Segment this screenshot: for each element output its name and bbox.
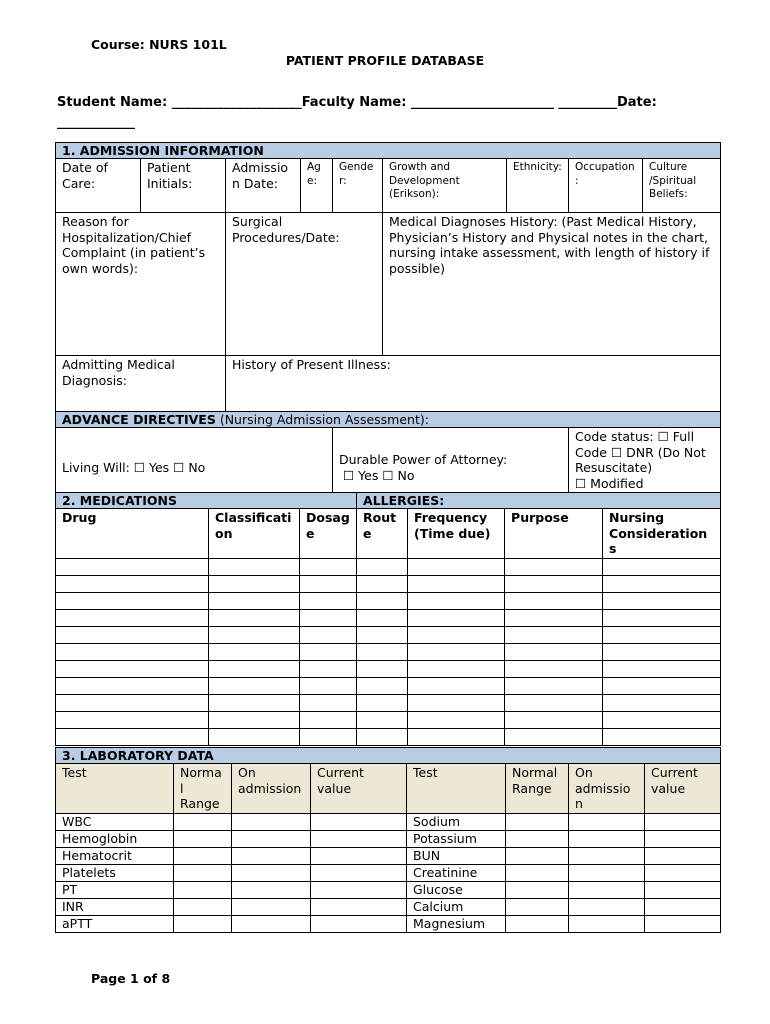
med-header-drug: Drug [56, 509, 209, 559]
lab-value-cell[interactable] [645, 830, 721, 847]
lab-value-cell[interactable] [506, 864, 569, 881]
lab-value-cell[interactable] [569, 830, 645, 847]
medication-cell[interactable] [603, 609, 721, 626]
lab-value-cell[interactable] [232, 830, 311, 847]
table-row [56, 813, 721, 830]
age-field[interactable]: Age: [301, 159, 333, 213]
table-row [56, 575, 721, 592]
medication-cell[interactable] [505, 660, 603, 677]
lab-value-cell[interactable] [506, 881, 569, 898]
table-row [56, 847, 721, 864]
medication-cell[interactable] [300, 677, 357, 694]
medication-cell[interactable] [357, 575, 408, 592]
lab-value-cell[interactable] [569, 898, 645, 915]
medication-cell[interactable] [505, 643, 603, 660]
medication-cell[interactable] [505, 592, 603, 609]
medication-cell[interactable] [56, 609, 209, 626]
medication-cell[interactable] [603, 677, 721, 694]
lab-value-cell[interactable] [569, 813, 645, 830]
lab-value-cell[interactable] [174, 864, 232, 881]
lab-header-normal-right: Normal Range [506, 764, 569, 814]
medication-cell[interactable] [603, 643, 721, 660]
medication-cell[interactable] [56, 592, 209, 609]
table-row [56, 711, 721, 728]
medication-cell[interactable] [603, 728, 721, 745]
table-row [56, 558, 721, 575]
medication-cell[interactable] [603, 694, 721, 711]
med-header-considerations: Nursing Considerations [603, 509, 721, 559]
code-modified-option[interactable]: ☐ Modified [575, 475, 644, 491]
gender-field[interactable]: Gender: [333, 159, 383, 213]
lab-value-cell[interactable] [506, 847, 569, 864]
medication-cell[interactable] [357, 626, 408, 643]
medication-cell[interactable] [56, 643, 209, 660]
medication-cell[interactable] [408, 575, 505, 592]
lab-test-left: Platelets [56, 864, 174, 881]
course-label: Course: NURS 101L [91, 37, 227, 52]
lab-value-cell[interactable] [174, 898, 232, 915]
table-row [56, 864, 721, 881]
med-header-route: Route [357, 509, 408, 559]
lab-header-test-left: Test [56, 764, 174, 814]
medication-cell[interactable] [408, 728, 505, 745]
lab-value-cell[interactable] [174, 915, 232, 932]
medication-cell[interactable] [505, 677, 603, 694]
lab-header-admission-left: On admission [232, 764, 311, 814]
table-row [56, 626, 721, 643]
table-row [56, 898, 721, 915]
lab-header-current-left: Current value [311, 764, 407, 814]
medication-cell[interactable] [209, 558, 300, 575]
medication-cell[interactable] [357, 711, 408, 728]
lab-header-normal-left: Normal Range [174, 764, 232, 814]
medication-cell[interactable] [408, 609, 505, 626]
medication-cell[interactable] [505, 728, 603, 745]
medication-cell[interactable] [357, 609, 408, 626]
medication-cell[interactable] [209, 728, 300, 745]
medication-cell[interactable] [603, 660, 721, 677]
lab-test-right: Creatinine [407, 864, 506, 881]
admission-table [55, 142, 721, 509]
table-row [56, 881, 721, 898]
names-line[interactable]: Student Name: ____________________Faculty Name: ______________________ _________Date: ____________ [57, 95, 657, 130]
admission-section-title: 1. ADMISSION INFORMATION [56, 143, 721, 159]
allergies-title[interactable]: ALLERGIES: [357, 493, 721, 509]
medication-cell[interactable] [357, 694, 408, 711]
medication-cell[interactable] [209, 711, 300, 728]
lab-value-cell[interactable] [645, 813, 721, 830]
lab-value-cell[interactable] [232, 881, 311, 898]
lab-value-cell[interactable] [569, 881, 645, 898]
medication-cell[interactable] [209, 609, 300, 626]
code-status-options[interactable]: Code status: ☐ Full Code ☐ DNR (Do Not Resuscitate) [575, 429, 706, 475]
medication-cell[interactable] [357, 592, 408, 609]
medication-cell[interactable] [209, 575, 300, 592]
table-row [56, 694, 721, 711]
lab-value-cell[interactable] [232, 813, 311, 830]
medication-cell[interactable] [408, 592, 505, 609]
lab-value-cell[interactable] [311, 830, 407, 847]
lab-value-cell[interactable] [506, 898, 569, 915]
medication-cell[interactable] [408, 711, 505, 728]
table-row [56, 592, 721, 609]
ethnicity-field[interactable]: Ethnicity: [507, 159, 569, 213]
lab-value-cell[interactable] [506, 830, 569, 847]
lab-value-cell[interactable] [232, 864, 311, 881]
lab-value-cell[interactable] [232, 898, 311, 915]
page-number: Page 1 of 8 [91, 971, 171, 986]
lab-value-cell[interactable] [174, 813, 232, 830]
page-title: PATIENT PROFILE DATABASE [285, 53, 485, 68]
lab-value-cell[interactable] [311, 864, 407, 881]
med-header-purpose: Purpose [505, 509, 603, 559]
advance-directives-title [56, 412, 721, 428]
med-header-classification: Classification [209, 509, 300, 559]
medication-cell[interactable] [209, 626, 300, 643]
medication-cell[interactable] [505, 694, 603, 711]
lab-test-right: Calcium [407, 898, 506, 915]
culture-field[interactable]: Culture /Spiritual Beliefs: [643, 159, 721, 213]
lab-value-cell[interactable] [311, 881, 407, 898]
admission-date-field[interactable]: Admission Date: [226, 159, 301, 213]
medication-cell[interactable] [56, 677, 209, 694]
medication-cell[interactable] [56, 660, 209, 677]
lab-value-cell[interactable] [645, 864, 721, 881]
lab-value-cell[interactable] [311, 898, 407, 915]
medication-cell[interactable] [408, 677, 505, 694]
medications-section-title: 2. MEDICATIONS [56, 493, 357, 509]
medication-cell[interactable] [603, 626, 721, 643]
lab-value-cell[interactable] [311, 915, 407, 932]
medical-history-field[interactable]: Medical Diagnoses History: (Past Medical History, Physician’s History and Physical notes in the chart, nursing intake assessment, with length of history if possible) [383, 213, 721, 356]
medication-cell[interactable] [603, 558, 721, 575]
medication-cell[interactable] [209, 660, 300, 677]
lab-value-cell[interactable] [645, 898, 721, 915]
medication-cell[interactable] [300, 711, 357, 728]
lab-value-cell[interactable] [174, 830, 232, 847]
lab-test-left: WBC [56, 813, 174, 830]
table-row [56, 609, 721, 626]
medications-table [55, 492, 721, 746]
lab-test-right: Potassium [407, 830, 506, 847]
lab-value-cell[interactable] [174, 847, 232, 864]
lab-value-cell[interactable] [569, 915, 645, 932]
medication-cell[interactable] [300, 660, 357, 677]
medication-cell[interactable] [357, 643, 408, 660]
medication-cell[interactable] [300, 575, 357, 592]
lab-value-cell[interactable] [232, 847, 311, 864]
advance-directives-title-bold: ADVANCE DIRECTIVES [62, 412, 216, 427]
lab-value-cell[interactable] [569, 864, 645, 881]
lab-test-left: INR [56, 898, 174, 915]
advance-directives-title-rest: (Nursing Admission Assessment): [215, 412, 429, 427]
lab-value-cell[interactable] [645, 915, 721, 932]
lab-table [55, 747, 721, 933]
lab-value-cell[interactable] [232, 915, 311, 932]
medication-cell[interactable] [505, 558, 603, 575]
medication-cell[interactable] [357, 728, 408, 745]
lab-test-right: Sodium [407, 813, 506, 830]
medication-cell[interactable] [56, 575, 209, 592]
lab-header-admission-right: On admission [569, 764, 645, 814]
medication-cell[interactable] [300, 558, 357, 575]
medication-cell[interactable] [408, 626, 505, 643]
medication-cell[interactable] [603, 711, 721, 728]
table-row [56, 830, 721, 847]
living-will-label[interactable]: Living Will: ☐ Yes ☐ No [62, 460, 206, 475]
dpoa-options[interactable]: ☐ Yes ☐ No [343, 467, 415, 483]
lab-value-cell[interactable] [569, 847, 645, 864]
lab-section-title: 3. LABORATORY DATA [56, 748, 721, 764]
med-header-frequency: Frequency (Time due) [408, 509, 505, 559]
lab-header-test-right: Test [407, 764, 506, 814]
patient-initials-field[interactable]: Patient Initials: [141, 159, 226, 213]
medication-cell[interactable] [357, 660, 408, 677]
table-row [56, 643, 721, 660]
medication-cell[interactable] [603, 575, 721, 592]
lab-value-cell[interactable] [311, 813, 407, 830]
reason-for-hospitalization-field[interactable]: Reason for Hospitalization/Chief Complaint (in patient’s own words): [56, 213, 226, 356]
medication-cell[interactable] [56, 711, 209, 728]
admitting-diagnosis-field[interactable]: Admitting Medical Diagnosis: [56, 356, 226, 412]
lab-test-left: Hematocrit [56, 847, 174, 864]
occupation-field[interactable]: Occupation: [569, 159, 643, 213]
table-row [56, 728, 721, 745]
date-of-care-field[interactable]: Date of Care: [56, 159, 141, 213]
medication-cell[interactable] [300, 592, 357, 609]
medication-cell[interactable] [56, 694, 209, 711]
lab-header-current-right: Current value [645, 764, 721, 814]
medication-cell[interactable] [300, 609, 357, 626]
medication-cell[interactable] [603, 592, 721, 609]
medication-cell[interactable] [505, 575, 603, 592]
lab-test-right: Magnesium [407, 915, 506, 932]
medication-cell[interactable] [56, 626, 209, 643]
lab-test-right: BUN [407, 847, 506, 864]
medication-cell[interactable] [357, 558, 408, 575]
lab-test-right: Glucose [407, 881, 506, 898]
lab-value-cell[interactable] [645, 881, 721, 898]
medication-cell[interactable] [300, 728, 357, 745]
lab-rows [56, 813, 721, 932]
medication-rows [56, 558, 721, 745]
medication-cell[interactable] [300, 694, 357, 711]
lab-test-left: Hemoglobin [56, 830, 174, 847]
medication-cell[interactable] [408, 643, 505, 660]
medication-cell[interactable] [505, 609, 603, 626]
table-row [56, 915, 721, 932]
table-row [56, 660, 721, 677]
medication-cell[interactable] [300, 626, 357, 643]
medication-cell[interactable] [209, 643, 300, 660]
lab-value-cell[interactable] [645, 847, 721, 864]
medication-cell[interactable] [56, 558, 209, 575]
med-header-dosage: Dosage [300, 509, 357, 559]
lab-test-left: PT [56, 881, 174, 898]
medication-cell[interactable] [408, 558, 505, 575]
medication-cell[interactable] [209, 592, 300, 609]
table-row [56, 677, 721, 694]
lab-test-left: aPTT [56, 915, 174, 932]
medication-cell[interactable] [408, 694, 505, 711]
medication-cell[interactable] [209, 677, 300, 694]
lab-value-cell[interactable] [311, 847, 407, 864]
lab-value-cell[interactable] [174, 881, 232, 898]
medication-cell[interactable] [357, 677, 408, 694]
medication-cell[interactable] [505, 711, 603, 728]
dpoa-label: Durable Power of Attorney: [339, 452, 508, 468]
medication-cell[interactable] [209, 694, 300, 711]
medication-cell[interactable] [300, 643, 357, 660]
medication-cell[interactable] [505, 626, 603, 643]
lab-value-cell[interactable] [506, 813, 569, 830]
medication-cell[interactable] [408, 660, 505, 677]
medication-cell[interactable] [56, 728, 209, 745]
surgical-procedures-field[interactable]: Surgical Procedures/Date: [226, 213, 383, 356]
present-illness-field[interactable]: History of Present Illness: [226, 356, 721, 412]
lab-value-cell[interactable] [506, 915, 569, 932]
growth-development-field[interactable]: Growth and Development (Erikson): [383, 159, 507, 213]
